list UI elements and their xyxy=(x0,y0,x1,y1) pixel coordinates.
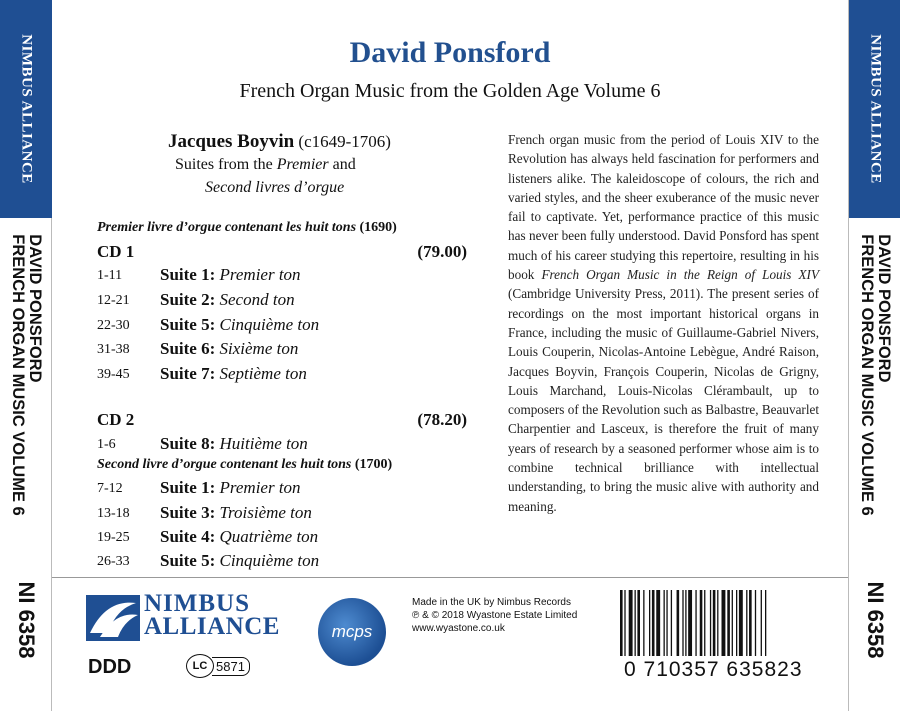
divider xyxy=(52,577,848,578)
ton-label: Cinquième ton xyxy=(219,551,320,570)
ton-label: Premier ton xyxy=(219,478,301,497)
track-number: 26-33 xyxy=(97,554,130,569)
mcps-logo-icon xyxy=(318,598,386,666)
track-row xyxy=(97,551,477,573)
credit-line: Made in the UK by Nimbus Records xyxy=(412,597,571,608)
ton-label: Premier ton xyxy=(219,265,301,284)
spine-title xyxy=(9,234,43,515)
book-title-2 xyxy=(97,457,392,473)
track-name xyxy=(160,434,308,454)
book-year: (1700) xyxy=(354,457,393,472)
track-name xyxy=(160,551,319,571)
track-row xyxy=(97,364,477,386)
spine-title-line1: DAVID PONSFORD xyxy=(26,234,44,383)
lc-number: 5871 xyxy=(212,657,250,676)
label-code xyxy=(186,654,250,678)
liner-notes-text: French organ music from the period of Louis XIV to the Revolution has always held fascination for performers and listeners alike. The kaleidoscope of colours, the rich and varied styles, and the sheer exuberance of the music never fail to captivate. Yet, performance practice of this music has never been fully understood. David Ponsford has spent much of his career studying this repertoire, resulting in his book xyxy=(508,132,819,283)
cd-label: CD 1 xyxy=(97,242,135,261)
track-number: 19-25 xyxy=(97,530,130,545)
suite-label: Suite 5: xyxy=(160,315,216,334)
track-number: 22-30 xyxy=(97,318,130,333)
track-name xyxy=(160,478,301,498)
composer-subtitle-1 xyxy=(175,156,356,174)
ton-label: Sixième ton xyxy=(219,339,299,358)
liner-notes-text: (Cambridge University Press, 2011). The present series of recordings on the most important historical organs in France, including the music of Guillaume-Gabriel Nivers, Louis Couperin, Nicolas-Antoine Lebègue, André Raison, Jacques Boyvin, François Couperin, Nicolas de Grigny, Louis Marchand, Louis-Nicolas Clérambault, up to composers of the Revolution such as Balbastre, Beauvarlet Charpentier and Lasceux, is therefore the fruit of many years of research by a seasoned performer whose aim is to combine technical brilliance with intellectual understanding, to bring the music alive with authority and meaning. xyxy=(508,286,819,514)
track-row xyxy=(97,290,477,312)
track-name xyxy=(160,339,298,359)
track-name xyxy=(160,527,318,547)
ton-label: Troisième ton xyxy=(219,503,312,522)
suite-label: Suite 4: xyxy=(160,527,216,546)
spine-title xyxy=(858,234,892,515)
track-number: 13-18 xyxy=(97,506,130,521)
lc-badge: LC xyxy=(186,654,214,678)
spine-catalogue-number: NI 6358 xyxy=(14,581,39,659)
track-row xyxy=(97,503,477,525)
track-row xyxy=(97,265,477,287)
spine-brand-band xyxy=(849,0,900,218)
track-number: 1-6 xyxy=(97,437,116,452)
nimbus-alliance-wordmark xyxy=(144,592,280,638)
suite-label: Suite 8: xyxy=(160,434,216,453)
track-row xyxy=(97,339,477,361)
spine-brand-label: NIMBUS ALLIANCE xyxy=(867,34,884,184)
composer-name: Jacques Boyvin xyxy=(168,131,295,152)
liner-notes xyxy=(508,130,819,516)
credit-line: ℗ & © 2018 Wyastone Estate Limited xyxy=(412,610,578,621)
spine-catalogue-number: NI 6358 xyxy=(863,581,888,659)
ddd-code: DDD xyxy=(88,656,132,678)
cd-label: CD 2 xyxy=(97,410,135,429)
credits xyxy=(412,596,577,635)
subtitle-text: and xyxy=(328,156,356,173)
logo-word-1: NIMBUS xyxy=(144,590,251,617)
track-name xyxy=(160,364,307,384)
track-number: 12-21 xyxy=(97,293,130,308)
liner-notes-book-title: French Organ Music in the Reign of Louis XIV xyxy=(541,267,819,283)
track-number: 39-45 xyxy=(97,367,130,382)
logo-word-2: ALLIANCE xyxy=(144,613,280,640)
track-row xyxy=(97,315,477,337)
suite-label: Suite 2: xyxy=(160,290,216,309)
track-name xyxy=(160,503,312,523)
mcps-text: mcps xyxy=(331,622,373,641)
subtitle-text: Suites from the xyxy=(175,156,277,173)
book-title-1 xyxy=(97,220,397,236)
track-name xyxy=(160,315,319,335)
barcode-digits: 0 710357 635823 xyxy=(624,658,803,681)
suite-label: Suite 5: xyxy=(160,551,216,570)
ton-label: Second ton xyxy=(219,290,295,309)
ton-label: Septième ton xyxy=(219,364,307,383)
artist-name: David Ponsford xyxy=(349,36,551,69)
cd-duration: (78.20) xyxy=(417,410,467,429)
suite-label: Suite 1: xyxy=(160,478,216,497)
track-name xyxy=(160,265,301,285)
spine-title-line2: FRENCH ORGAN MUSIC VOLUME 6 xyxy=(858,234,876,516)
cd-heading-1 xyxy=(97,242,467,262)
spine-brand-band xyxy=(0,0,52,218)
book-title-text: Premier livre d’orgue contenant les huit tons xyxy=(97,220,357,235)
track-name xyxy=(160,290,295,310)
ton-label: Huitième ton xyxy=(219,434,308,453)
ton-label: Quatrième ton xyxy=(219,527,319,546)
book-year: (1690) xyxy=(359,220,397,235)
track-row xyxy=(97,527,477,549)
suite-label: Suite 3: xyxy=(160,503,216,522)
spine-brand-label: NIMBUS ALLIANCE xyxy=(18,34,35,184)
suite-label: Suite 1: xyxy=(160,265,216,284)
barcode-icon xyxy=(618,590,818,656)
left-spine xyxy=(0,0,52,711)
spine-title-line2: FRENCH ORGAN MUSIC VOLUME 6 xyxy=(9,234,27,516)
track-row xyxy=(97,478,477,500)
subtitle-italic: Premier xyxy=(276,156,329,173)
suite-label: Suite 6: xyxy=(160,339,216,358)
composer-dates: (c1649-1706) xyxy=(298,132,391,151)
composer-subtitle-2: Second livres d’orgue xyxy=(205,179,345,196)
track-number: 1-11 xyxy=(97,268,123,283)
right-spine xyxy=(848,0,900,711)
cd-duration: (79.00) xyxy=(417,242,467,261)
composer-heading xyxy=(168,131,391,153)
book-title-text: Second livre d’orgue contenant les huit tons xyxy=(97,457,352,472)
track-number: 31-38 xyxy=(97,342,130,357)
track-row xyxy=(97,434,477,456)
website-link[interactable]: www.wyastone.co.uk xyxy=(412,623,505,634)
suite-label: Suite 7: xyxy=(160,364,216,383)
track-number: 7-12 xyxy=(97,481,123,496)
spine-title-line1: DAVID PONSFORD xyxy=(875,234,893,383)
ton-label: Cinquième ton xyxy=(219,315,320,334)
cd-heading-2 xyxy=(97,410,467,430)
album-title: French Organ Music from the Golden Age Volume 6 xyxy=(239,80,661,102)
